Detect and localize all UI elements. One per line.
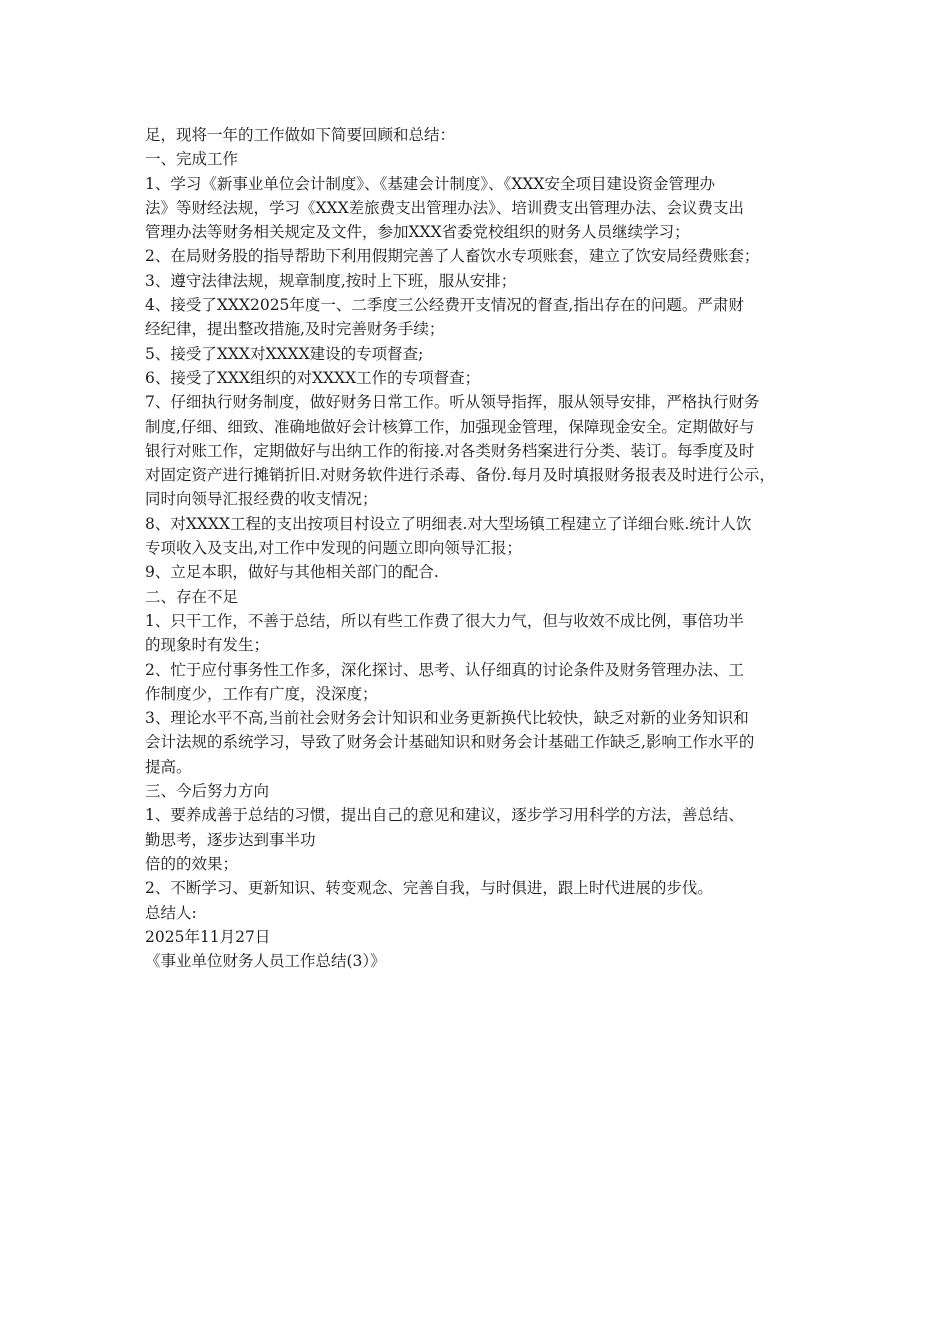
text-line: 5、接受了XXX对XXXX建设的专项督查; (145, 344, 424, 363)
section-heading: 二、存在不足 (145, 587, 239, 606)
text-line: 6、接受了XXX组织的对XXXX工作的专项督查； (145, 368, 481, 387)
text-line: 专项收入及支出,对工作中发现的问题立即向领导汇报； (145, 539, 522, 558)
text-line: 的现象时有发生； (145, 636, 270, 655)
document-title-footer: 《事业单位财务人员工作总结(3）》 (145, 952, 386, 971)
signature-date: 2025年11月27日 (145, 927, 271, 946)
text-line: 法》等财经法规，学习《XXX差旅费支出管理办法》、培训费支出管理办法、会议费支出 (145, 198, 744, 217)
text-line: 2、忙于应付事务性工作多，深化探讨、思考、认仔细真的讨论条件及财务管理办法、工 (145, 660, 744, 679)
text-line: 8、对XXXX工程的支出按项目村设立了明细表.对大型场镇工程建立了详细台账.统计人饮 (145, 514, 752, 533)
text-line: 2、不断学习、更新知识、转变观念、完善自我，与时俱进，跟上时代进展的步伐。 (145, 879, 713, 898)
text-line: 3、遵守法律法规，规章制度,按时上下班，服从安排； (145, 271, 517, 290)
text-line: 提高。 (145, 757, 192, 776)
text-line: 1、只干工作，不善于总结，所以有些工作费了很大力气，但与收效不成比例，事倍功半 (145, 611, 744, 630)
text-line: 同时向领导汇报经费的收支情况； (145, 490, 378, 509)
text-line: 7、仔细执行财务制度，做好财务日常工作。听从领导指挥，服从领导安排，严格执行财务 (145, 393, 760, 412)
text-line: 2、在局财务股的指导帮助下利用假期完善了人畜饮水专项账套，建立了饮安局经费账套； (145, 247, 760, 266)
text-line: 管理办法等财务相关规定及文件，参加XXX省委党校组织的财务人员继续学习； (145, 223, 690, 242)
text-line: 制度,仔细、细致、准确地做好会计核算工作，加强现金管理，保障现金安全。定期做好与 (145, 417, 755, 436)
section-heading: 三、今后努力方向 (145, 782, 270, 801)
text-line: 足，现将一年的工作做如下简要回顾和总结： (145, 126, 456, 144)
section-heading: 一、完成工作 (145, 150, 239, 169)
document-body (145, 123, 817, 973)
text-line: 3、理论水平不高,当前社会财务会计知识和业务更新换代比较快，缺乏对新的业务知识和 (145, 709, 749, 728)
text-line: 勤思考，逐步达到事半功 (145, 830, 316, 849)
text-line: 经纪律，提出整改措施,及时完善财务手续； (145, 320, 445, 339)
text-line: 作制度少，工作有广度，没深度； (145, 684, 378, 703)
text-line: 1、学习《新事业单位会计制度》、《基建会计制度》、《XXX安全项目建设资金管理办 (145, 174, 715, 193)
text-line: 倍的的效果； (145, 854, 239, 873)
text-line: 4、接受了XXX2025年度一、二季度三公经费开支情况的督查,指出存在的问题。严肃财 (145, 296, 744, 315)
text-line: 9、立足本职，做好与其他相关部门的配合. (145, 563, 439, 582)
text-line: 对固定资产进行摊销折旧.对财务软件进行杀毒、备份.每月及时填报财务报表及时进行公示， (145, 466, 775, 485)
signature-label: 总结人: (145, 903, 197, 922)
text-line: 1、要养成善于总结的习惯，提出自己的意见和建议，逐步学习用科学的方法，善总结、 (145, 806, 744, 825)
text-line: 会计法规的系统学习，导致了财务会计基础知识和财务会计基础工作缺乏,影响工作水平的 (145, 733, 755, 752)
text-line: 银行对账工作，定期做好与出纳工作的衔接.对各类财务档案进行分类、装订。每季度及时 (145, 441, 755, 460)
